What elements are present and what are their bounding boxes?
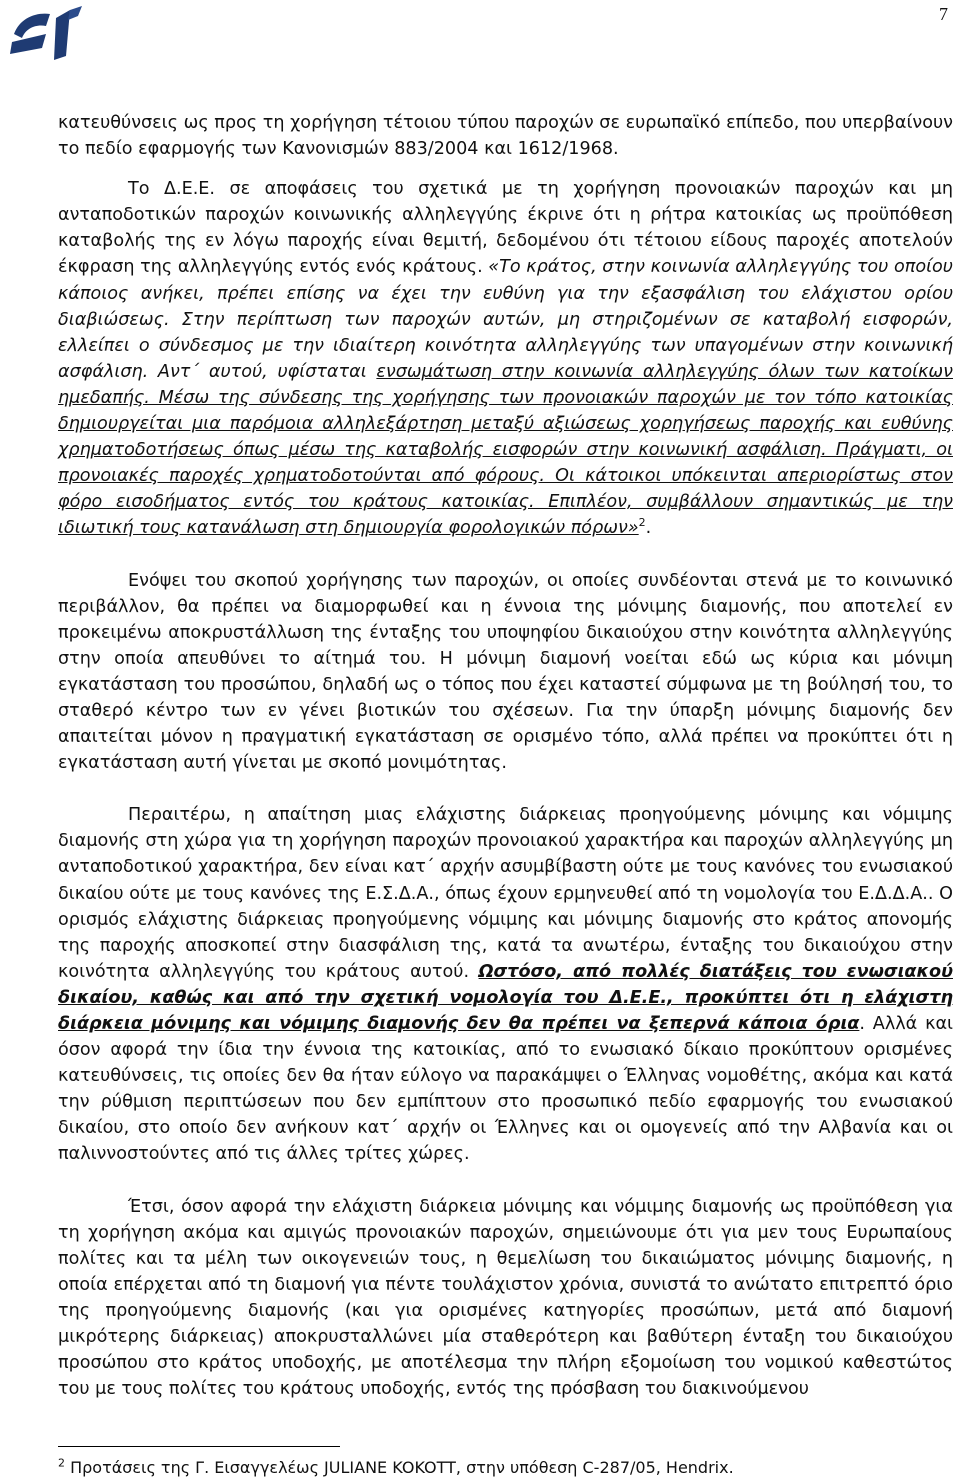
paragraph-4-emphasis: Ωστόσο, από πολλές διατάξεις του ενωσιακού δικαίου, καθώς και από την σχετική νομολογία του Δ.Ε.Ε., προκύπτει ότι η ελάχιστη διάρκεια μόνιμης και νόμιμης διαμονής δεν θα πρέπει να ξεπερνά κάποια όρια: [58, 961, 953, 1034]
footnote-text: Προτάσεις της Γ. Εισαγγελέως JULIANE KOKOTT, στην υπόθεση C-287/05, Hendrix.: [70, 1458, 734, 1477]
paragraph-1: κατευθύνσεις ως προς τη χορήγηση τέτοιου τύπου παροχών σε ευρωπαϊκό επίπεδο, που υπερβαίνουν το πεδίο εφαρμογής των Κανονισμών 883/2004 και 1612/1968.: [58, 113, 953, 160]
paragraph-2-end: .: [645, 518, 652, 539]
paragraph-2-text: Το Δ.Ε.Ε. σε αποφάσεις του σχετικά με τη χορήγηση προνοιακών παροχών και μη ανταποδοτικών παροχών κοινωνικής αλληλεγγύης έκρινε ότι η ρήτρα κατοικίας ως προϋπόθεση καταβολής της εν λόγω παροχής είναι θεμιτή, δεδομένου ότι τέτοιου είδους παροχές αποτελούν έκφραση της αλληλεγγύης εντός ενός κράτους.: [58, 179, 953, 278]
footnote-number: 2: [58, 1456, 65, 1470]
paragraph-5: Έτσι, όσον αφορά την ελάχιστη διάρκεια μόνιμης και νόμιμης διαμονής ως προϋπόθεση για τη χορήγηση ακόμα και αμιγώς προνοιακών παροχών, σημειώνουμε ότι για μεν τους Ευρωπαίους πολίτες και τα μέλη των οικογενειών τους, η θεμελίωση του δικαιώματος μόνιμης διαμονής, η οποία επέρχεται από τη διαμονή για πέντε τουλάχιστον χρόνια, συνιστά το ανώτατο επιτρεπτό όριο της προηγούμενης διαμονής (και για ορισμένες κατηγορίες προσώπων, μετά από διαμονή μικρότερης διάρκειας) αποκρυσταλλώνει μία σταθερότερη και βαθύτερη ένταξη του δικαιούχου προσώπου στο κράτος υποδοχής, με αποτέλεσμα την πλήρη εξομοίωση του νομικού καθεστώτος του με τους πολίτες του κράτους υποδοχής, εντός της πρόσβαση του διακινούμενου: [58, 1196, 953, 1400]
footnote-divider: [58, 1446, 340, 1447]
institution-logo-icon: [6, 4, 88, 62]
quote-part-2: ενσωμάτωση στην κοινωνία αλληλεγγύης όλων των κατοίκων ημεδαπής. Μέσω της σύνδεσης της χορήγησης των προνοιακών παροχών με τον τόπο κατοικίας δημιουργείται μια παρόμοια αλληλεξάρτηση μεταξύ αξιώσεως χορηγήσεως παροχής και ευθύνης χρηματοδοτήσεως όπως μέσω της καταβολής εισφορών στην κοινωνική ασφάλιση. Πράγματι, οι προνοιακές παροχές χρηματοδοτούνται από φόρους. Οι κάτοικοι υπόκεινται απεριορίστως στον φόρο εισοδήματος εντός του κράτους κατοικίας. Επιπλέον, συμβάλλουν σημαντικώς με την ιδιωτική τους κατανάλωση στη δημιουργία φορολογικών πόρων»: [58, 361, 953, 539]
footnote: [58, 1457, 953, 1479]
paragraph-3: Ενόψει του σκοπού χορήγησης των παροχών, οι οποίες συνδέονται στενά με το κοινωνικό περιβάλλον, θα πρέπει να διαμορφωθεί και η έννοια της μόνιμης διαμονής, που αποτελεί εν προκειμένω αποκρυστάλλωση της ένταξης του υποψηφίου δικαιούχου στην κοινότητα αλληλεγγύης στην οποία απευθύνει το αίτημά του. Η μόνιμη διαμονή νοείται εδώ ως κύρια και μόνιμη εγκατάσταση του προσώπου, δηλαδή ως ο τόπος που έχει καταστεί σύμφωνα με τη βούλησή του, το σταθερό κέντρο των εν γένει βιοτικών του σχέσεων. Για την ύπαρξη μόνιμης διαμονής δεν απαιτείται μόνον η πραγματική εγκατάσταση σε ορισμένο τόπο, αλλά πρέπει να προκύπτει ότι η εγκατάσταση αυτή γίνεται με σκοπό μονιμότητας.: [58, 570, 953, 774]
quote-part-1: «Το κράτος, στην κοινωνία αλληλεγγύης του οποίου κάποιος ανήκει, πρέπει επίσης να έχει την ευθύνη για την εξασφάλιση του ελάχιστου ορίου διαβιώσεως. Στην περίπτωση των παροχών αυτών, μη στηριζομένων σε καταβολή εισφορών, ελλείπει ο σύνδεσμος με την ιδιαίτερη κοινότητα αλληλεγγύης των υπαγομένων στην κοινωνική ασφάλιση. Αντ΄ αυτού, υφίσταται: [58, 257, 953, 382]
document-body: [58, 110, 953, 1402]
footnote-ref: 2: [638, 516, 646, 530]
paragraph-4: [58, 802, 953, 1167]
paragraph-4-text-b: . Αλλά και όσον αφορά την ίδια την έννοια της κατοικίας, από το ενωσιακό δίκαιο προκύπτουν ορισμένες κατευθύνσεις, τις οποίες δεν θα ήταν εύλογο να παρακάμψει ο Έλληνας νομοθέτης, ακόμα και κατά την ρύθμιση περιπτώσεων που δεν εμπίπτουν στο προσωπικό πεδίο εφαρμογής του ενωσιακού δικαίου, στο οποίο δεν ανήκουν κατ΄ αρχήν οι Έλληνες και οι ομογενείς από την Αλβανία και οι παλιννοστούντες από τις άλλες τρίτες χώρες.: [58, 1014, 953, 1165]
paragraph-2: [58, 176, 953, 541]
paragraph-4-text-a: Περαιτέρω, η απαίτηση μιας ελάχιστης διάρκειας προηγούμενης μόνιμης και νόμιμης διαμονής στη χώρα για τη χορήγηση παροχών προνοιακού χαρακτήρα και παροχών αλληλεγγύης μη ανταποδοτικού χαρακτήρα, δεν είναι κατ΄ αρχήν ασυμβίβαστη ούτε με τους κανόνες του ενωσιακού δικαίου ούτε με τους κανόνες της Ε.Σ.Δ.Α., όπως έχουν ερμηνευθεί από τη νομολογία του Ε.Δ.Δ.Α.. Ο ορισμός ελάχιστης διάρκειας προηγούμενης νόμιμης και μόνιμης διαμονής στο κράτος απονομής της παροχής αποσκοπεί στην διασφάλιση της, κατά τα ανωτέρω, ένταξης του δικαιούχου στην κοινότητα αλληλεγγύης του κράτους αυτού.: [58, 805, 953, 982]
page-number: 7: [939, 4, 948, 24]
